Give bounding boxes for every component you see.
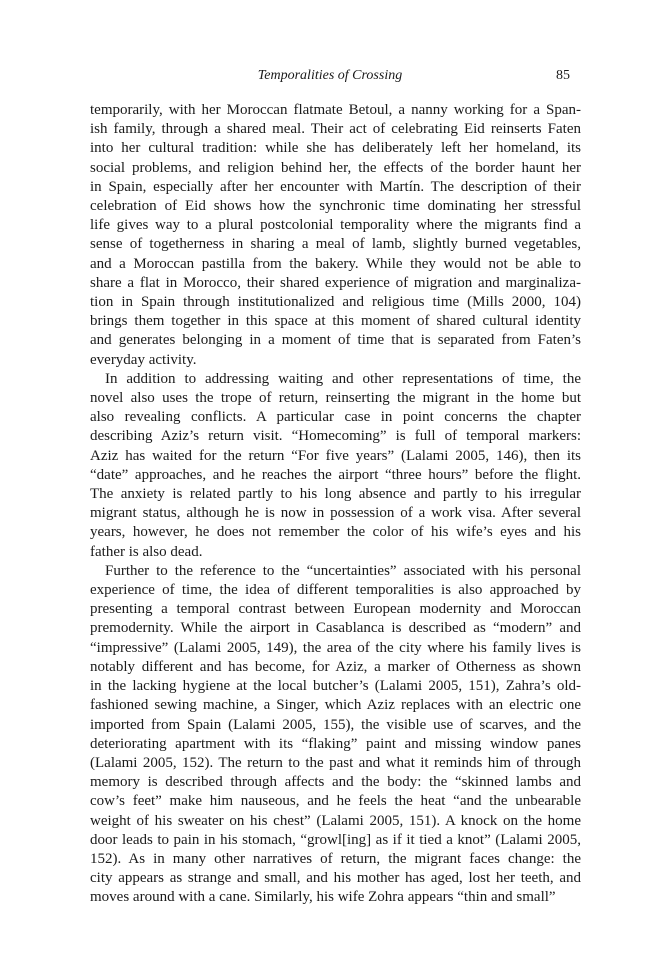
text-line: and a Moroccan pastilla from the bakery. While they would not be able to bbox=[90, 255, 581, 272]
text-line: “impressive” (Lalami 2005, 149), the area of the city where his family lives is bbox=[90, 639, 581, 656]
text-line: brings them together in this space at this moment of shared cultural identity bbox=[90, 313, 581, 330]
text-line: imported from Spain (Lalami 2005, 155), the visible use of scarves, and the bbox=[90, 716, 581, 733]
text-line: cow’s feet” make him nauseous, and he feels the heat “and the unbearable bbox=[90, 793, 581, 810]
text-line: life gives way to a plural postcolonial temporality where the migrants find a bbox=[90, 217, 581, 234]
text-line: memory is described through affects and the body: the “skinned lambs and bbox=[90, 774, 581, 791]
text-line: premodernity. While the airport in Casablanca is described as “modern” and bbox=[90, 620, 581, 637]
text-line: notably different and has become, for Aziz, a marker of Otherness as shown bbox=[90, 658, 581, 675]
paragraph-1 bbox=[90, 101, 581, 370]
text-line: weight of his sweater on his chest” (Lalami 2005, 151). A knock on the home bbox=[90, 812, 581, 829]
text-line: into her cultural tradition: while she has deliberately left her homeland, its bbox=[90, 140, 581, 157]
text-line: The anxiety is related partly to his long absence and partly to his irregular bbox=[90, 486, 581, 503]
text-line: celebration of Eid shows how the synchronic time dominating her stressful bbox=[90, 198, 581, 215]
text-line: sense of togetherness in sharing a meal of lamb, slightly burned vegetables, bbox=[90, 236, 581, 253]
text-line: 152). As in many other narratives of return, the migrant faces change: the bbox=[90, 850, 581, 867]
text-line: years, however, he does not remember the color of his wife’s eyes and his bbox=[90, 524, 581, 541]
text-line: door leads to pain in his stomach, “growl[ing] as if it tied a knot” (Lalami 2005, bbox=[90, 831, 581, 848]
text-line: temporarily, with her Moroccan flatmate Betoul, a nanny working for a Span- bbox=[90, 102, 581, 118]
text-line: moves around with a cane. Similarly, his wife Zohra appears “thin and small” bbox=[90, 889, 556, 906]
text-line: in the lacking hygiene at the local butcher’s (Lalami 2005, 151), Zahra’s old- bbox=[90, 678, 581, 695]
page-number: 85 bbox=[556, 68, 570, 83]
text-line: everyday activity. bbox=[90, 351, 197, 368]
text-line: in Spain, especially after her encounter with Martín. The description of their bbox=[90, 178, 581, 195]
text-line: (Lalami 2005, 152). The return to the past and what it reminds him of through bbox=[90, 754, 581, 771]
running-title: Temporalities of Crossing bbox=[257, 68, 403, 83]
text-line: and generates belonging in a moment of time that is separated from Faten’s bbox=[90, 332, 581, 349]
text-line: migrant status, although he is now in possession of a work visa. After several bbox=[90, 505, 581, 522]
text-line: deteriorating apartment with its “flaking” paint and missing window panes bbox=[90, 735, 581, 752]
text-line: fashioned sewing machine, a Singer, which Aziz replaces with an electric one bbox=[90, 697, 581, 714]
text-line: social problems, and religion behind her, the effects of the border haunt her bbox=[90, 159, 581, 176]
paragraph-2 bbox=[90, 370, 581, 562]
text-line: Further to the reference to the “uncertainties” associated with his personal bbox=[105, 562, 581, 579]
text-line: In addition to addressing waiting and other representations of time, the bbox=[105, 370, 581, 387]
text-line: city appears as strange and small, and his mother has aged, lost her teeth, and bbox=[90, 870, 581, 887]
text-line: father is also dead. bbox=[90, 543, 203, 560]
text-line: share a flat in Morocco, their shared experience of migration and marginaliza- bbox=[90, 274, 581, 291]
text-line: Aziz has waited for the return “For five years” (Lalami 2005, 146), then its bbox=[90, 447, 581, 464]
text-line: ish family, through a shared meal. Their act of celebrating Eid reinserts Faten bbox=[90, 121, 581, 138]
text-line: presenting a temporal contrast between European modernity and Moroccan bbox=[90, 601, 581, 618]
paragraph-3 bbox=[90, 562, 581, 908]
text-line: tion in Spain through institutionalized and religious time (Mills 2000, 104) bbox=[90, 294, 581, 311]
running-head bbox=[90, 66, 570, 86]
text-line: “date” approaches, and he reaches the airport “three hours” before the flight. bbox=[90, 466, 581, 483]
text-line: describing Aziz’s return visit. “Homecoming” is full of temporal markers: bbox=[90, 428, 581, 445]
text-line: novel also uses the trope of return, reinserting the migrant in the home but bbox=[90, 390, 581, 407]
text-line: experience of time, the idea of different temporalities is also approached by bbox=[90, 582, 581, 599]
text-line: also revealing conflicts. A particular case in point concerns the chapter bbox=[90, 409, 581, 426]
body-text bbox=[90, 101, 581, 908]
